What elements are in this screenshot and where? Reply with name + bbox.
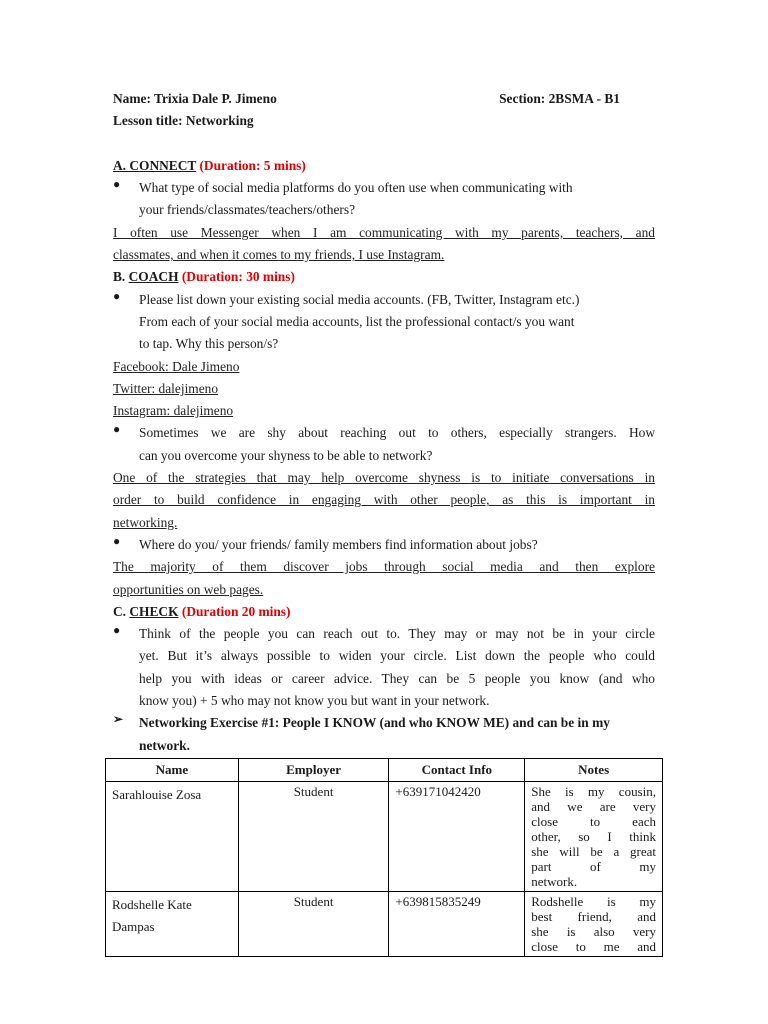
coach-prefix: B. <box>113 269 126 285</box>
notes-line: part of my <box>531 859 656 874</box>
notes-line: she will be a great <box>531 844 656 859</box>
check-heading <box>113 601 655 623</box>
question-line: your friends/classmates/teachers/others? <box>139 202 356 218</box>
exercise-line: network. <box>139 737 190 753</box>
question-line: help you with ideas or career advice. They can be 5 people you know (and who <box>139 670 655 686</box>
document-page <box>113 88 655 757</box>
connect-label: A. CONNECT <box>113 157 197 173</box>
notes-line: She is my cousin, <box>531 784 656 799</box>
coach-label: COACH <box>128 269 179 285</box>
contact-notes <box>525 782 663 892</box>
coach-heading <box>113 266 655 288</box>
coach-question-shyness <box>113 422 655 467</box>
question-line: Please list down your existing social media accounts. (FB, Twitter, Instagram etc.) <box>139 291 580 307</box>
section-label: Section: 2BSMA - B1 <box>499 91 620 106</box>
contact-info: +639815835249 <box>389 892 525 957</box>
question-line: Where do you/ your friends/ family members find information about jobs? <box>139 536 538 552</box>
notes-line: best friend, and <box>531 909 656 924</box>
table-row <box>106 892 663 957</box>
column-header: Notes <box>525 759 663 782</box>
connect-answer-line: I often use Messenger when I am communicating with my parents, teachers, and <box>113 224 655 240</box>
student-name: Name: Trixia Dale P. Jimeno <box>113 91 277 106</box>
contact-employer: Student <box>238 782 389 892</box>
bullet-icon: ● <box>113 288 121 303</box>
shyness-answer-line: order to build confidence in engaging with other people, as this is important in <box>113 492 655 508</box>
notes-line: close to each <box>531 814 656 829</box>
shyness-answer-line: One of the strategies that may help overcome shyness is to initiate conversations in <box>113 470 655 486</box>
coach-question-jobs <box>113 534 655 556</box>
notes-line: other, so I think <box>531 829 656 844</box>
check-question <box>113 623 655 712</box>
question-line: What type of social media platforms do you often use when communicating with <box>139 180 573 196</box>
contact-name-line: Dampas <box>112 919 155 934</box>
table-row <box>106 782 663 892</box>
contact-name <box>106 892 239 957</box>
contact-info: +639171042420 <box>389 782 525 892</box>
network-table <box>105 758 663 957</box>
lesson-title: Lesson title: Networking <box>113 113 254 129</box>
contact-employer: Student <box>238 892 389 957</box>
question-line: Think of the people you can reach out to. They may or may not be in your circle <box>139 626 655 642</box>
bullet-icon: ● <box>113 623 121 638</box>
notes-line: network. <box>531 874 578 889</box>
question-line: to tap. Why this person/s? <box>139 336 279 352</box>
shyness-answer-line: networking. <box>113 514 178 530</box>
check-duration: (Duration 20 mins) <box>181 603 291 619</box>
question-line: From each of your social media accounts, list the professional contact/s you want <box>139 313 575 329</box>
bullet-icon: ● <box>113 177 121 192</box>
notes-line: she is also very <box>531 924 656 939</box>
jobs-answer-line: opportunities on web pages. <box>113 581 264 597</box>
connect-answer-line: classmates, and when it comes to my friends, I use Instagram. <box>113 247 445 263</box>
bullet-icon: ● <box>113 533 121 548</box>
arrow-icon: ➢ <box>113 712 124 727</box>
notes-line: Rodshelle is my <box>531 894 656 909</box>
networking-exercise <box>113 712 655 757</box>
facebook-account: Facebook: Dale Jimeno <box>113 358 240 374</box>
bullet-icon: ● <box>113 422 121 437</box>
contact-name: Sarahlouise Zosa <box>106 782 239 892</box>
connect-question <box>113 177 655 222</box>
question-line: can you overcome your shyness to be able to network? <box>139 447 433 463</box>
exercise-line: Networking Exercise #1: People I KNOW (and who KNOW ME) and can be in my <box>139 715 610 731</box>
connect-duration: (Duration: 5 mins) <box>199 157 306 173</box>
question-line: know you) + 5 who may not know you but want in your network. <box>139 693 490 709</box>
column-header: Contact Info <box>389 759 525 782</box>
check-prefix: C. <box>113 603 127 619</box>
column-header: Name <box>106 759 239 782</box>
notes-line: and we are very <box>531 799 656 814</box>
spacer <box>113 133 655 155</box>
jobs-answer-line: The majority of them discover jobs through social media and then explore <box>113 559 655 575</box>
coach-question-accounts <box>113 289 655 356</box>
check-label: CHECK <box>129 603 179 619</box>
instagram-account: Instagram: dalejimeno <box>113 403 234 419</box>
column-header: Employer <box>238 759 389 782</box>
header-line <box>113 88 655 110</box>
question-line: yet. But it’s always possible to widen your circle. List down the people who could <box>139 648 655 664</box>
contact-name-line: Rodshelle Kate <box>112 897 192 912</box>
twitter-account: Twitter: dalejimeno <box>113 380 219 396</box>
table-header-row <box>106 759 663 782</box>
coach-duration: (Duration: 30 mins) <box>181 269 295 285</box>
question-line: Sometimes we are shy about reaching out to others, especially strangers. How <box>139 425 655 441</box>
notes-line: close to me and <box>531 939 656 954</box>
connect-heading <box>113 155 655 177</box>
contact-notes <box>525 892 663 957</box>
